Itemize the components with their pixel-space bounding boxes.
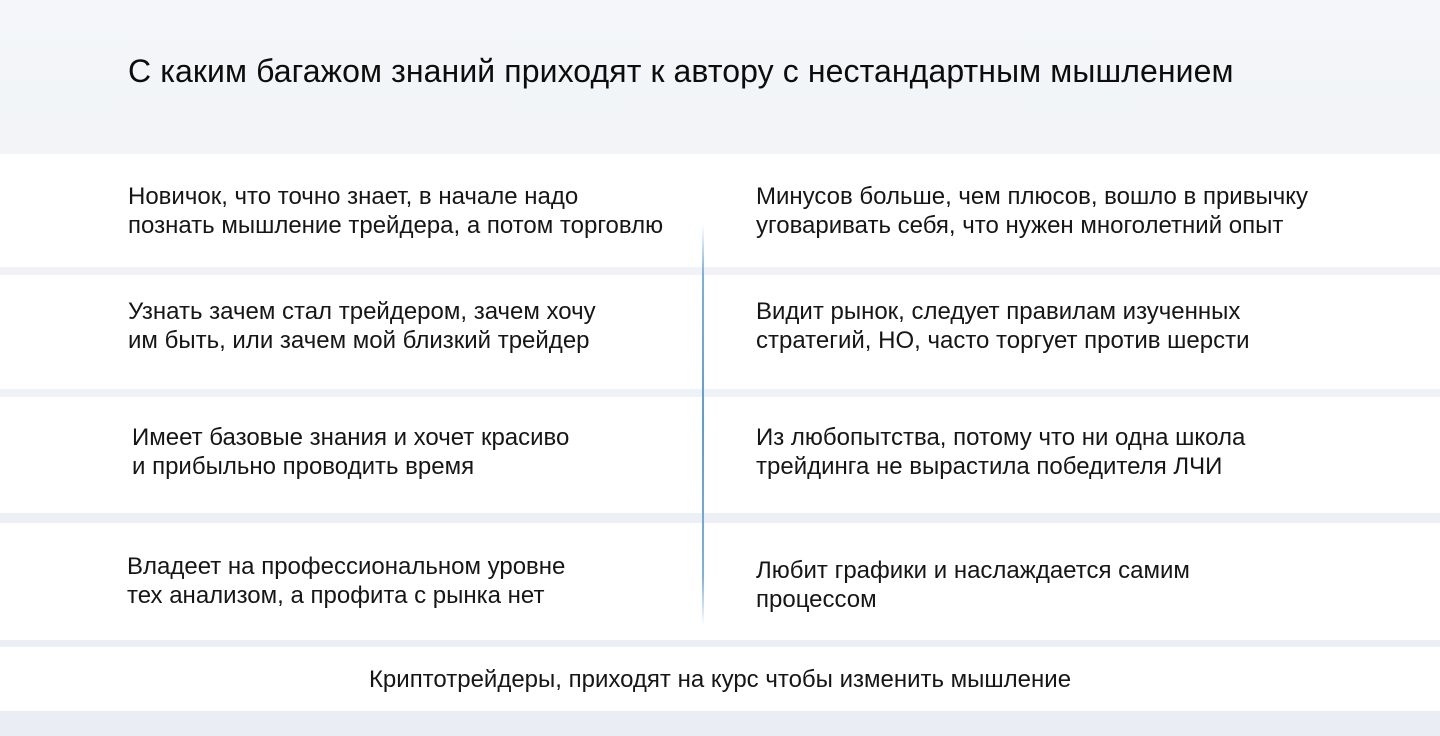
left-cell-line: Имеет базовые знания и хочет красиво — [132, 424, 570, 451]
right-cell-line: стратегий, НО, часто торгует против шерсти — [756, 327, 1250, 354]
right-cell-line: процессом — [756, 586, 877, 613]
right-cell-line: уговаривать себя, что нужен многолетний опыт — [756, 212, 1284, 239]
comparison-row — [0, 154, 1440, 267]
left-cell-line: Узнать зачем стал трейдером, зачем хочу — [128, 298, 596, 325]
right-cell-line: Видит рынок, следует правилам изученных — [756, 298, 1241, 325]
comparison-row — [0, 523, 1440, 640]
left-cell-line: Владеет на профессиональном уровне — [127, 553, 566, 580]
right-cell-line: Из любопытства, потому что ни одна школа — [756, 424, 1246, 451]
right-cell — [756, 556, 1190, 614]
comparison-row — [0, 275, 1440, 389]
left-cell — [127, 552, 565, 610]
right-cell-line: трейдинга не вырастила победителя ЛЧИ — [756, 453, 1223, 480]
left-cell — [132, 423, 569, 481]
footer-banner — [0, 647, 1440, 711]
right-cell — [756, 423, 1245, 481]
footer-text: Криптотрейдеры, приходят на курс чтобы изменить мышление — [368, 666, 1072, 693]
left-cell-line: Новичок, что точно знает, в начале надо — [128, 183, 579, 210]
left-cell-line: познать мышление трейдера, а потом торговлю — [128, 212, 664, 239]
right-cell-line: Любит графики и наслаждается самим — [756, 557, 1190, 584]
right-cell — [756, 182, 1308, 240]
left-cell — [128, 182, 663, 240]
left-cell-line: им быть, или зачем мой близкий трейдер — [128, 327, 590, 354]
left-cell-line: тех анализом, а профита с рынка нет — [127, 582, 545, 609]
column-divider — [702, 225, 704, 625]
right-cell — [756, 297, 1250, 355]
left-cell-line: и прибыльно проводить время — [132, 453, 475, 480]
left-cell — [128, 297, 596, 355]
right-cell-line: Минусов больше, чем плюсов, вошло в привычку — [756, 183, 1308, 210]
comparison-row — [0, 397, 1440, 513]
page-title: С каким багажом знаний приходят к автору с нестандартным мышлением — [128, 53, 1234, 90]
